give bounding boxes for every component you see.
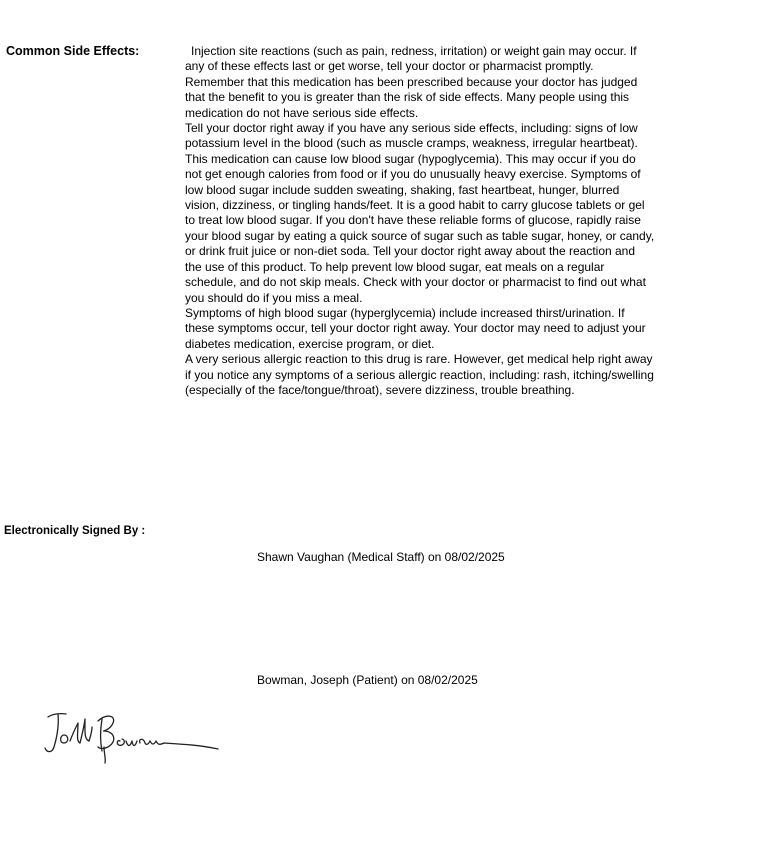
side-effects-paragraph: A very serious allergic reaction to this drug is rare. However, get medical help right away if you notice any symptoms of a serious allergic reaction, including: rash, itching/swelling (especially of the face/tongue/throat), severe dizziness, trouble breathing.: [185, 352, 654, 397]
side-effects-paragraph: Injection site reactions (such as pain, redness, irritation) or weight gain may occur. If any of these effects last or get worse, tell your doctor or pharmacist promptly.: [185, 44, 637, 74]
staff-signature-line: Shawn Vaughan (Medical Staff) on 08/02/2025: [257, 550, 505, 564]
signed-by-label: Electronically Signed By :: [4, 525, 146, 537]
handwritten-signature: [40, 705, 225, 765]
side-effects-paragraph: Tell your doctor right away if you have any serious side effects, including: signs of low potassium level in the blood (such as muscle cramps, weakness, irregular heartbeat).: [185, 121, 638, 151]
side-effects-paragraph: This medication can cause low blood sugar (hypoglycemia). This may occur if you do not get enough calories from food or if you do unusually heavy exercise. Symptoms of low blood sugar include sudden sweating, shaking, fast heartbeat, hunger, blurred vision, dizziness, or tingling hands/feet. It is a good habit to carry glucose tablets or gel to treat low blood sugar. If you don't have these reliable forms of glucose, rapidly raise your blood sugar by eating a quick source of sugar such as table sugar, honey, or candy, or drink fruit juice or non-diet soda. Tell your doctor right away about the reaction and the use of this product. To help prevent low blood sugar, eat meals on a regular schedule, and do not skip meals. Check with your doctor or pharmacist to find out what you should do if you miss a meal.: [185, 151, 655, 305]
patient-signature-line: Bowman, Joseph (Patient) on 08/02/2025: [257, 673, 478, 687]
side-effects-text: [185, 44, 655, 398]
side-effects-paragraph: Symptoms of high blood sugar (hyperglycemia) include increased thirst/urination. If these symptoms occur, tell your doctor right away. Your doctor may need to adjust your diabetes medication, exercise program, or diet.: [185, 305, 646, 351]
side-effects-paragraph: Remember that this medication has been prescribed because your doctor has judged that the benefit to you is greater than the risk of side effects. Many people using this medication do not have serious side effects.: [185, 74, 638, 120]
side-effects-label: Common Side Effects:: [6, 44, 140, 58]
